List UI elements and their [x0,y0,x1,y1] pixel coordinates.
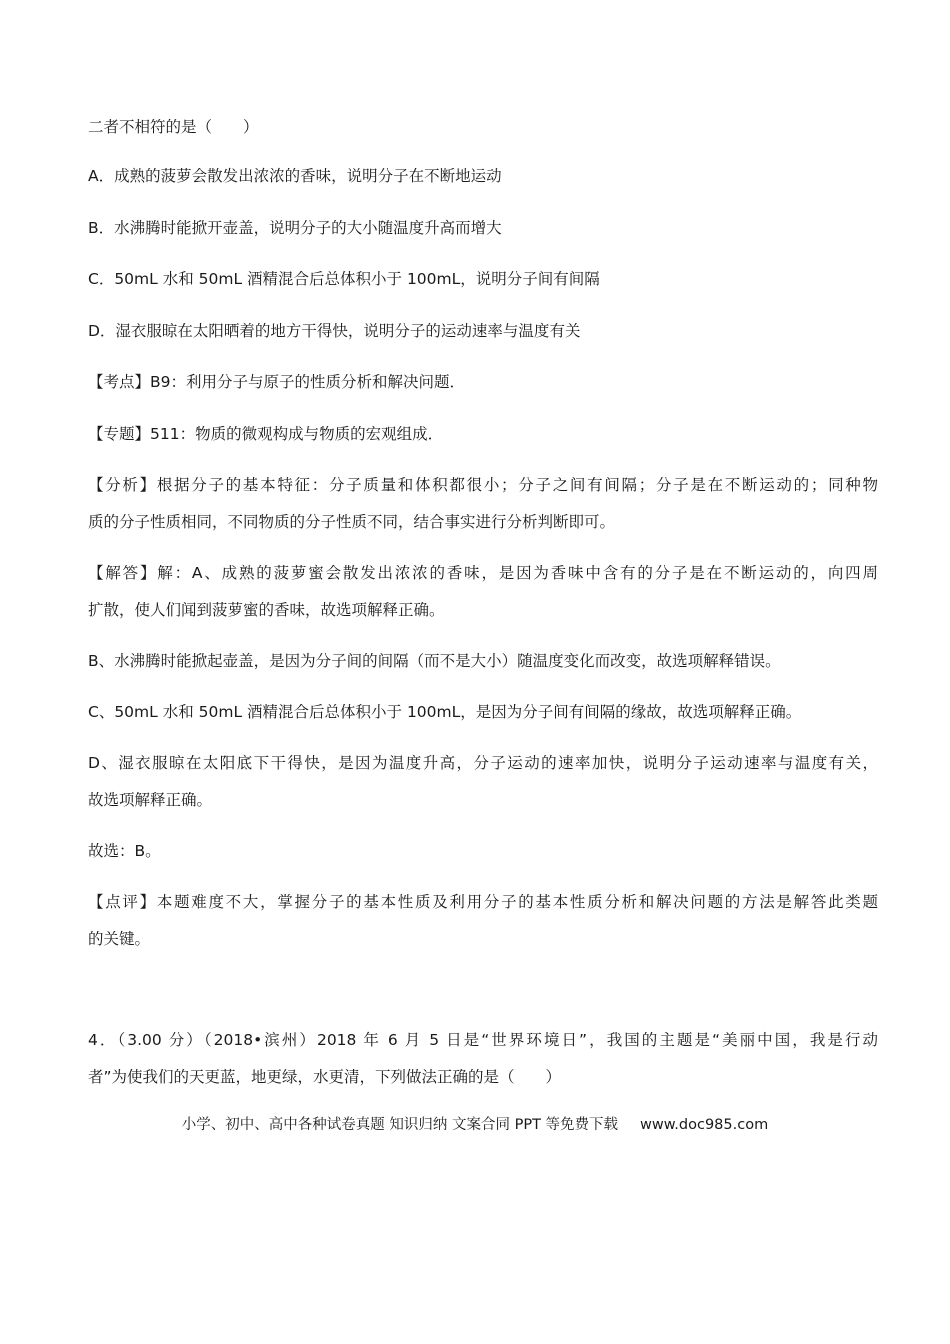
footer-text: 小学、初中、高中各种试卷真题 知识归纳 文案合同 PPT 等免费下载 [181,1117,619,1133]
jieda-line-2: 扩散，使人们闻到菠萝蜜的香味，故选项解释正确。 [88,601,445,619]
kaodian-section: 【考点】B9：利用分子与原子的性质分析和解决问题． [88,373,465,391]
question4-line-1: 4．（3.00 分）（2018•滨州）2018 年 6 月 5 日是“世界环境日”，我国的主题是“美丽中国，我是行动 [88,1031,878,1049]
option-c: C．50mL 水和 50mL 酒精混合后总体积小于 100mL，说明分子间有间隔 [88,270,600,288]
jieda-line-1: 【解答】解：A、成熟的菠萝蜜会散发出浓浓的香味，是因为香味中含有的分子是在不断运动的，向四周 [88,564,878,582]
option-a: A．成熟的菠萝会散发出浓浓的香味，说明分子在不断地运动 [88,167,502,185]
jieda-b: B、水沸腾时能掀起壶盖，是因为分子间的间隔（而不是大小）随温度变化而改变，故选项解释错误。 [88,652,781,670]
jieda-d-line-2: 故选项解释正确。 [88,791,213,809]
jieda-c: C、50mL 水和 50mL 酒精混合后总体积小于 100mL，是因为分子间有间隔的缘故，故选项解释正确。 [88,703,802,721]
footer-url[interactable]: www.doc985.com [640,1117,769,1133]
jieda-d-line-1: D、湿衣服晾在太阳底下干得快，是因为温度升高，分子运动的速率加快，说明分子运动速率与温度有关， [88,754,878,772]
zhuanti-section: 【专题】511：物质的微观构成与物质的宏观组成． [88,425,444,443]
option-b: B．水沸腾时能掀开壶盖，说明分子的大小随温度升高而增大 [88,219,502,237]
answer-line: 故选：B。 [88,842,161,860]
question-stem-end: 二者不相符的是（ ） [88,118,259,136]
option-d: D．湿衣服晾在太阳晒着的地方干得快，说明分子的运动速率与温度有关 [88,322,581,340]
fenxi-line-2: 质的分子性质相同，不同物质的分子性质不同，结合事实进行分析判断即可。 [88,513,616,531]
page-footer [0,1114,950,1136]
dianping-line-2: 的关键。 [88,930,151,948]
dianping-line-1: 【点评】本题难度不大，掌握分子的基本性质及利用分子的基本性质分析和解决问题的方法是解答此类题 [88,893,878,911]
question4-line-2: 者”为使我们的天更蓝，地更绿，水更清，下列做法正确的是（ ） [88,1068,562,1086]
fenxi-line-1: 【分析】根据分子的基本特征：分子质量和体积都很小；分子之间有间隔；分子是在不断运动的；同种物 [88,476,878,494]
